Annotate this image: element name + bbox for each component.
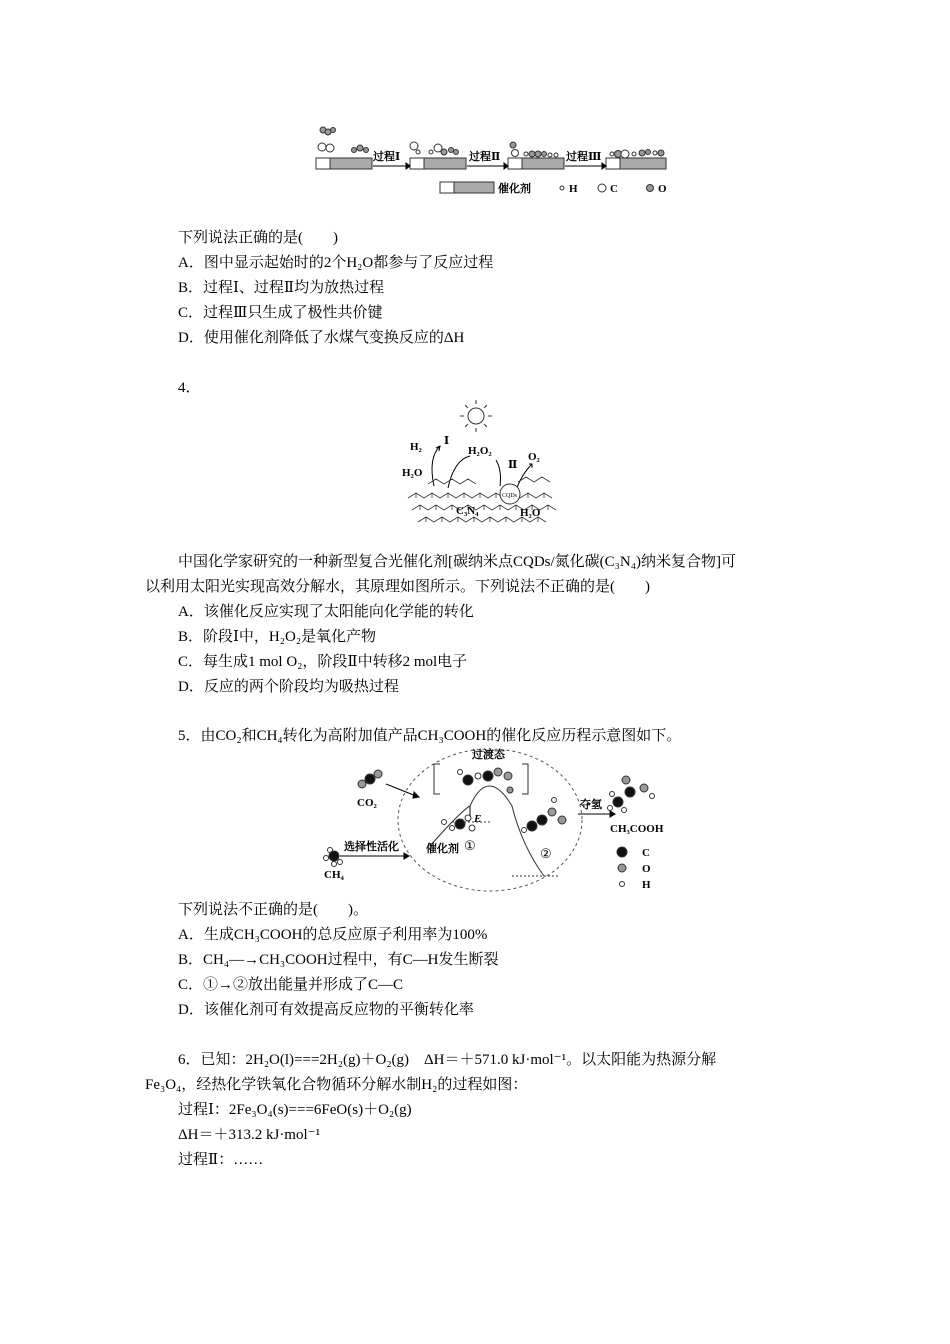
q5-option-a: A．生成CH₃COOH的总反应原子利用率为100% <box>178 927 488 943</box>
q4-option-a: A．该催化反应实现了太阳能向化学能的转化 <box>178 604 474 620</box>
legend-o-label: O <box>658 183 667 195</box>
photocatalyst-diagram <box>398 398 568 533</box>
intermediate-1-molecule <box>442 815 476 831</box>
q4-stem-line-2: 以利用太阳光实现高效分解水，其原理如图所示。下列说法不正确的是( ) <box>145 579 650 595</box>
ch4-molecule <box>324 848 343 867</box>
product-molecule <box>608 776 655 813</box>
q4-option-d: D．反应的两个阶段均为吸热过程 <box>178 679 399 695</box>
q5-option-c: C．①→②放出能量并形成了C—C <box>178 977 404 993</box>
co2-label: CO₂ <box>357 797 377 809</box>
q3-option-c: C．过程Ⅲ只生成了极性共价键 <box>178 305 383 321</box>
process-3-label: 过程Ⅲ <box>566 151 602 163</box>
q4-number: 4． <box>178 380 201 396</box>
legend-h-label: H <box>569 183 578 195</box>
water-gas-shift-diagram <box>310 120 680 202</box>
q3-option-a: A．图中显示起始时的2个H₂O都参与了反应过程 <box>178 255 494 271</box>
dehydrogenation-label: 夺氢 <box>580 799 602 811</box>
e-label: E <box>474 813 482 825</box>
transition-molecule <box>458 768 514 793</box>
q5-stem: 5．由CO₂和CH₄转化为高附加值产品CH₃COOH的催化反应历程示意图如下。 <box>178 728 682 744</box>
q5-question: 下列说法不正确的是( )。 <box>178 902 368 918</box>
o2-label: O₂ <box>528 451 540 463</box>
intermediate-2-molecule <box>522 798 567 833</box>
q3-stem: 下列说法正确的是( ) <box>178 230 338 246</box>
intermediate-molecules <box>410 142 664 158</box>
h2o2-label: H₂O₂ <box>468 445 492 457</box>
energy-curve <box>430 786 544 876</box>
q3-option-b: B．过程Ⅰ、过程Ⅱ均为放热过程 <box>178 280 385 296</box>
q6-process-1: 过程Ⅰ：2Fe₃O₄(s)===6FeO(s)＋O₂(g) <box>178 1102 412 1118</box>
legend-c-label: C <box>642 847 650 859</box>
h2-label: H₂ <box>410 441 422 453</box>
legend <box>440 181 667 195</box>
q4-option-c: C．每生成1 mol O₂，阶段Ⅱ中转移2 mol电子 <box>178 654 468 670</box>
atom-legend <box>617 847 627 887</box>
process-1-label: 过程Ⅰ <box>373 151 401 163</box>
reactant-molecules <box>318 127 369 153</box>
stage-1-label: Ⅰ <box>444 435 450 447</box>
q5-option-b: B．CH₄―→CH₃COOH过程中，有C—H发生断裂 <box>178 952 499 968</box>
h2o-right-label: H₂O <box>520 507 541 519</box>
h2o-left-label: H₂O <box>402 467 423 479</box>
process-arrows <box>373 163 606 169</box>
legend-c-label: C <box>610 183 618 195</box>
ch4-label: CH₄ <box>324 869 344 881</box>
catalyst-label: 催化剂 <box>426 843 459 855</box>
dehydro-arrow <box>578 811 615 817</box>
co2-arrow <box>386 784 419 798</box>
co2-molecule <box>358 770 382 788</box>
co2-ch4-catalysis-diagram <box>312 746 680 894</box>
q6-line-1: 6．已知：2H₂O(l)===2H₂(g)＋O₂(g) ΔH＝＋571.0 kJ·mol⁻¹。以太阳能为热源分解 <box>178 1052 717 1068</box>
ch4-arrow <box>340 853 409 859</box>
q5-option-d: D．该催化剂可有效提高反应物的平衡转化率 <box>178 1002 474 1018</box>
legend-h-label: H <box>642 879 651 891</box>
step-2-mark: ② <box>540 846 552 861</box>
legend-o-label: O <box>642 863 651 875</box>
q6-delta-h: ΔH＝＋313.2 kJ·mol⁻¹ <box>178 1127 321 1143</box>
q3-option-d: D．使用催化剂降低了水煤气变换反应的ΔH <box>178 330 465 346</box>
q4-option-b: B．阶段Ⅰ中，H₂O₂是氧化产物 <box>178 629 377 645</box>
transition-state-label: 过渡态 <box>472 749 505 761</box>
q4-stem-line-1: 中国化学家研究的一种新型复合光催化剂[碳纳米点CQDs/氮化碳(C₃N₄)纳米复合物]可 <box>178 554 736 570</box>
cqds-label: CQDs <box>502 493 518 499</box>
q6-line-2: Fe₃O₄，经热化学铁氧化合物循环分解水制H₂的过程如图： <box>145 1077 528 1093</box>
selective-activation-label: 选择性活化 <box>344 841 399 853</box>
stage-2-label: Ⅱ <box>508 459 518 471</box>
catalyst-zone <box>398 749 582 891</box>
step-1-mark: ① <box>464 838 476 853</box>
sun-icon <box>460 400 492 432</box>
process-2-label: 过程Ⅱ <box>469 151 501 163</box>
q6-process-2: 过程Ⅱ：…… <box>178 1152 264 1168</box>
legend-catalyst-label: 催化剂 <box>498 183 531 195</box>
c3n4-label: C₃N₄ <box>456 505 479 517</box>
ch3cooh-label: CH₃COOH <box>610 823 664 835</box>
